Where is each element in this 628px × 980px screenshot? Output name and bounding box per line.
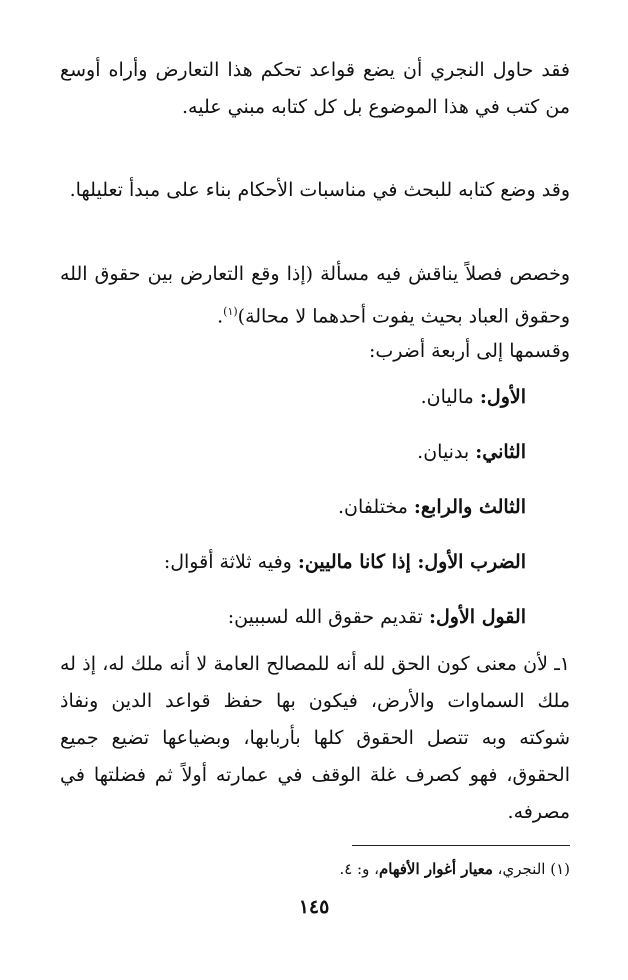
list-item [60, 602, 526, 632]
division-intro: وقسمها إلى أربعة أضرب: [368, 340, 570, 362]
list-item-text: تقديم حقوق الله لسببين: [227, 606, 429, 628]
footnote-author: النجري، [492, 860, 551, 878]
footnote-reference: (١) [223, 305, 238, 318]
footnote [60, 857, 570, 881]
paragraph-2: وقد وضع كتابه للبحث في مناسبات الأحكام بناء على مبدأ تعليلها. [69, 179, 570, 201]
paragraph-3-text: وخصص فصلاً يناقش فيه مسألة (إذا وقع التعارض بين حقوق الله وحقوق العباد بحيث يفوت أحدهما لا محالة) [60, 263, 570, 328]
list-item-label: الثاني: [475, 441, 526, 463]
footnote-book-title: معيار أغوار الأفهام [378, 860, 493, 878]
list-item-label: الثالث والرابع: [413, 496, 526, 518]
list-item-text: ماليان. [420, 386, 480, 408]
list-item-label: القول الأول: [428, 606, 526, 628]
footnote-number: (١) [550, 860, 570, 878]
paragraph-1: فقد حاول النجري أن يضع قواعد تحكم هذا التعارض وأراه أوسع من كتب في هذا الموضوع بل كل كتابه مبني عليه. [60, 59, 570, 118]
footnote-divider [352, 845, 570, 846]
list-item [60, 382, 526, 412]
list-item [60, 547, 526, 577]
list-item-text: مختلفان. [338, 496, 414, 518]
list-item-text: وفيه ثلاثة أقوال: [163, 551, 298, 573]
paragraph-3 [60, 256, 570, 335]
list-item [60, 437, 526, 467]
list-item-label: الضرب الأول: إذا كانا ماليين: [297, 551, 526, 573]
paragraph-3-end: . [217, 305, 224, 328]
list-item [60, 492, 526, 522]
list-item-label: الأول: [479, 386, 526, 408]
list-item-text: بدنيان. [417, 441, 476, 463]
page-number: ١٤٥ [298, 896, 330, 918]
footnote-reference-page: ، و: ٤. [339, 860, 379, 878]
paragraph-4: ١ـ لأن معنى كون الحق لله أنه للمصالح العامة لا أنه ملك له، إذ له ملك السماوات والأرض، فيكون بها حفظ قواعد الدين ونفاذ شوكته وبه تتصل الحقوق كلها بأربابها، وبضياعها تضيع جميع الحقوق، فهو كصرف غلة الوقف في عمارته أولاً ثم فضلتها في مصرفه. [60, 653, 570, 823]
